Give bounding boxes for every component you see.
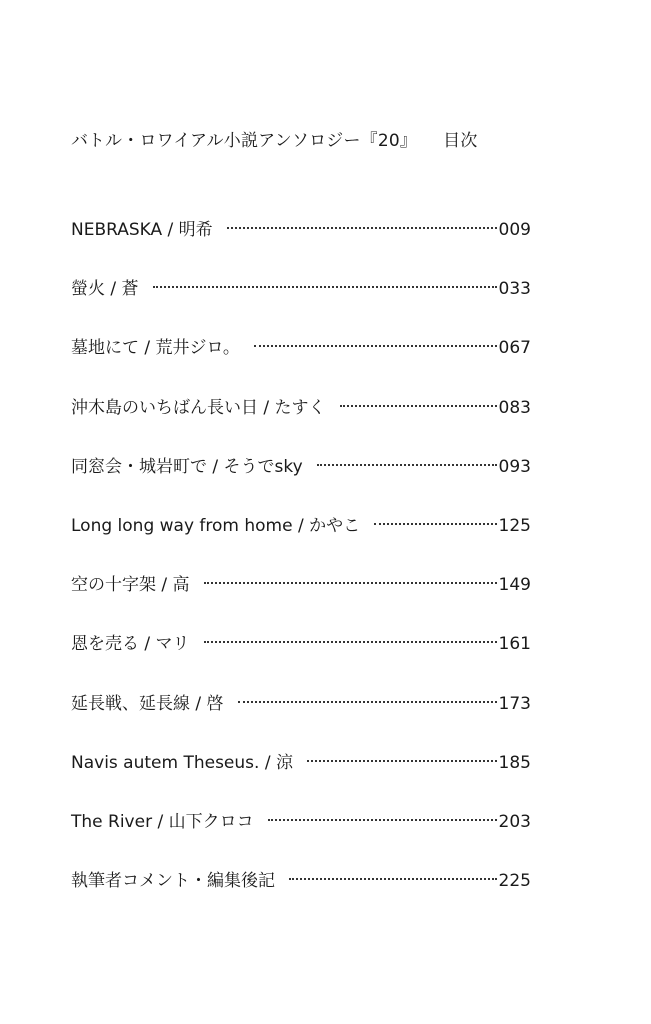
toc-entry-title: 執筆者コメント・編集後記 (71, 871, 275, 892)
dot-leader (254, 345, 497, 347)
toc-page-number: 093 (498, 456, 531, 477)
toc-entry[interactable] (71, 689, 531, 748)
toc-entry-title: 延長戦、延長線 / 啓 (71, 693, 224, 714)
toc-entry[interactable] (71, 807, 531, 866)
toc-entry[interactable] (71, 748, 531, 807)
toc-entry-title: 空の十字架 / 高 (71, 575, 190, 596)
toc-entry[interactable] (71, 570, 531, 629)
toc-entry-title: 螢火 / 蒼 (71, 279, 139, 300)
dot-leader (238, 701, 497, 703)
dot-leader (317, 464, 497, 466)
toc-entry-title: Navis autem Theseus. / 涼 (71, 752, 293, 773)
toc-page-number: 009 (498, 220, 531, 240)
toc-entry[interactable] (71, 393, 531, 452)
toc-entry[interactable] (71, 274, 531, 333)
dot-leader (268, 819, 497, 821)
toc-page-number: 185 (498, 752, 531, 773)
toc-page-number: 149 (498, 575, 531, 596)
toc-entry-title: Long long way from home / かやこ (71, 515, 361, 536)
dot-leader (374, 523, 496, 525)
toc-entry-title: 同窓会・城岩町で / そうでsky (71, 456, 303, 477)
toc-page-number: 203 (498, 811, 531, 832)
toc-entry-title: 沖木島のいちばん長い日 / たすく (71, 397, 326, 418)
toc-page-number: 161 (498, 634, 531, 655)
toc-entry-title: 恩を売る / マリ (71, 634, 190, 655)
page-title (71, 126, 478, 151)
toc-entry-title: 墓地にて / 荒井ジロ。 (71, 338, 240, 359)
toc-page-number: 225 (498, 871, 531, 892)
toc-entry[interactable] (71, 629, 531, 688)
table-of-contents (71, 215, 531, 925)
toc-page-number: 173 (498, 693, 531, 714)
toc-entry[interactable] (71, 215, 531, 274)
toc-page-number: 067 (498, 338, 531, 359)
dot-leader (307, 760, 497, 762)
dot-leader (340, 405, 497, 407)
dot-leader (227, 227, 497, 229)
dot-leader (289, 878, 497, 880)
toc-entry-title: NEBRASKA / 明希 (71, 220, 213, 240)
toc-entry[interactable] (71, 333, 531, 392)
toc-entry[interactable] (71, 511, 531, 570)
book-title: バトル・ロワイアル小説アンソロジー『20』 (71, 131, 418, 151)
toc-entry-title: The River / 山下クロコ (71, 811, 254, 832)
toc-entry[interactable] (71, 452, 531, 511)
toc-page-number: 033 (498, 279, 531, 300)
contents-heading: 目次 (443, 131, 478, 151)
toc-page-number: 125 (498, 515, 531, 536)
dot-leader (153, 286, 497, 288)
toc-entry[interactable] (71, 866, 531, 925)
dot-leader (204, 582, 497, 584)
toc-page-number: 083 (498, 397, 531, 418)
dot-leader (204, 641, 497, 643)
